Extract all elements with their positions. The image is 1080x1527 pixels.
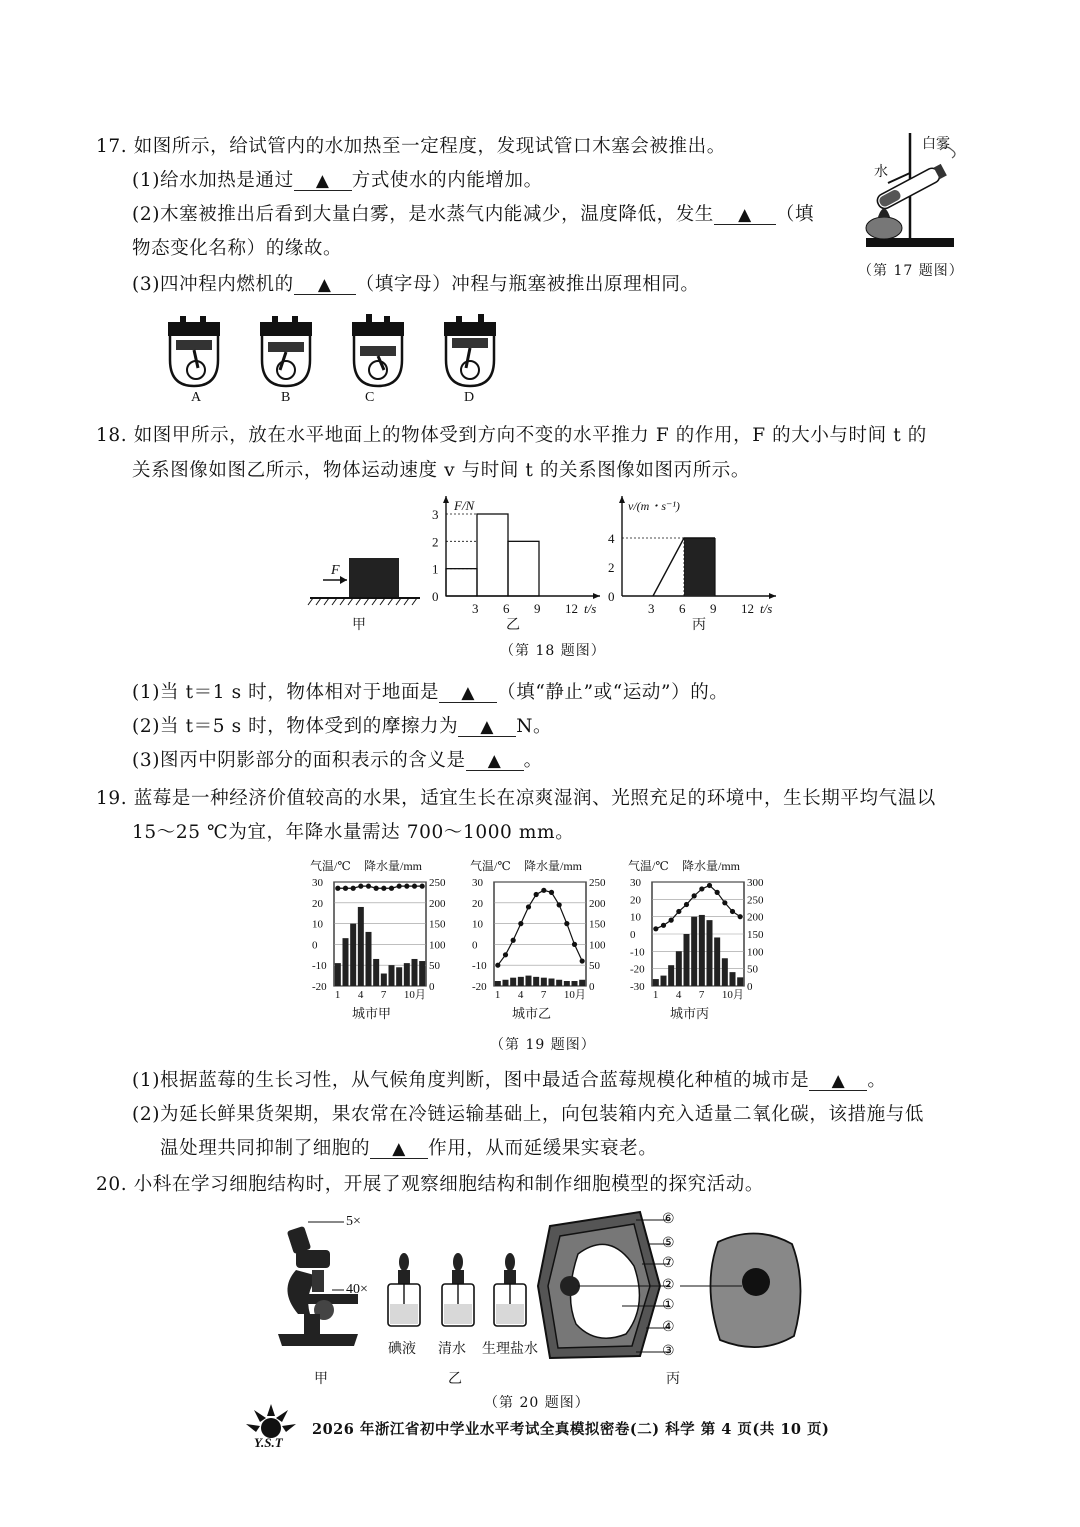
right-tick-label: 300	[747, 877, 764, 889]
month-tick-label: 4	[357, 989, 364, 1001]
temperature-point	[351, 886, 356, 891]
q19-p1-text-b: 。	[867, 1070, 887, 1091]
engine-label-D: D	[464, 390, 475, 405]
force-arrow-icon	[340, 576, 347, 584]
answer-blank[interactable]: ▲	[466, 752, 524, 771]
right-tick-label: 50	[589, 960, 600, 973]
q19-caption: （第 19 题图）	[490, 1037, 596, 1053]
cell-label-6: ⑥	[662, 1212, 675, 1227]
publisher-logo-icon	[240, 1400, 302, 1450]
temperature-point	[412, 884, 417, 889]
engine-label-A: A	[191, 390, 202, 405]
q18-part2	[132, 712, 552, 738]
right-tick-label: 200	[589, 897, 606, 910]
q17-p1-text-b: 方式使水的内能增加。	[351, 170, 543, 191]
test-tube-apparatus-figure	[848, 128, 960, 258]
right-tick-label: 200	[747, 911, 764, 924]
y-axis-arrow-icon	[619, 496, 625, 503]
q17-p2-text-a: (2)木塞被推出后看到大量白雾，是水蒸气内能减少，温度降低，发生	[132, 204, 714, 225]
left-tick-label: -20	[312, 981, 327, 993]
q18-p3-text-b: 。	[523, 750, 543, 771]
precipitation-bar	[661, 976, 667, 986]
force-time-chart	[418, 488, 618, 618]
city-name: 城市丙	[670, 1006, 710, 1021]
reagent-iodine: 碘液	[388, 1342, 416, 1357]
right-tick-label: 250	[747, 894, 764, 907]
left-tick-label: 20	[630, 894, 641, 907]
q17-part2	[132, 200, 814, 226]
fig20-bing-label: 丙	[666, 1372, 680, 1387]
temperature-point	[389, 886, 394, 891]
temperature-point	[374, 886, 379, 891]
q19-p2-text-c: 作用，从而延缓果实衰老。	[428, 1138, 658, 1159]
cell-label-1: ①	[662, 1298, 675, 1313]
precipitation-bar	[389, 965, 395, 986]
right-tick-label: 100	[429, 939, 446, 952]
month-tick-label: 1	[334, 989, 341, 1001]
month-tick-label: 4	[517, 989, 524, 1001]
animal-nucleus	[742, 1268, 770, 1296]
left-tick-label: 10	[630, 911, 641, 924]
answer-blank[interactable]: ▲	[294, 276, 356, 295]
answer-blank[interactable]: ▲	[439, 684, 497, 703]
precipitation-bar	[404, 963, 410, 986]
q19-part1	[132, 1066, 887, 1092]
fig-bing-label: 丙	[692, 618, 706, 633]
y-tick-label: 0	[608, 589, 615, 604]
y-tick-label: 0	[432, 589, 439, 604]
month-tick-label: 1	[652, 989, 659, 1001]
right-tick-label: 50	[429, 960, 440, 973]
reagent-water: 清水	[438, 1342, 466, 1357]
velocity-time-chart	[600, 488, 800, 618]
q19-part2-continuation	[160, 1134, 657, 1160]
month-tick-label: 7	[380, 989, 387, 1001]
q19-p1-text-a: (1)根据蓝莓的生长习性，从气候角度判断，图中最适合蓝莓规模化种植的城市是	[132, 1070, 810, 1091]
precipitation-bar	[419, 961, 425, 986]
left-tick-label: 0	[472, 939, 478, 952]
precipitation-bar	[526, 976, 532, 986]
temperature-point	[511, 938, 516, 943]
month-tick-label: 7	[540, 989, 547, 1001]
temperature-point	[722, 900, 727, 905]
q18-p2-text-a: (2)当 t＝5 s 时，物体受到的摩擦力为	[132, 716, 459, 737]
temperature-point	[381, 886, 386, 891]
precipitation-bar	[381, 974, 387, 986]
left-tick-label: 20	[312, 897, 323, 910]
right-axis-title: 降水量/mm	[524, 859, 583, 873]
month-tick-label: 10月	[563, 989, 586, 1001]
temperature-point	[358, 884, 363, 889]
temperature-point	[738, 914, 743, 919]
temperature-line	[498, 890, 582, 965]
left-axis-title: 气温/℃	[310, 859, 351, 873]
month-tick-label: 7	[698, 989, 705, 1001]
x-axis-label: t/s	[584, 601, 597, 616]
q18-caption: （第 18 题图）	[500, 643, 606, 659]
q17-part1	[132, 166, 543, 192]
eyepiece-label: 5×	[346, 1214, 361, 1229]
temperature-line	[338, 886, 422, 888]
y-axis-arrow-icon	[443, 496, 449, 503]
q17-p2-text-b: （填	[775, 204, 815, 225]
x-axis-label: t/s	[760, 601, 773, 616]
precipitation-bar	[714, 937, 720, 986]
y-tick-label: 4	[608, 531, 615, 546]
precipitation-bar	[691, 917, 697, 986]
precipitation-bar	[668, 965, 674, 986]
force-segment-bar	[446, 569, 477, 596]
left-tick-label: 30	[472, 877, 483, 889]
right-axis-title: 降水量/mm	[364, 859, 423, 873]
left-tick-label: -20	[472, 981, 487, 993]
fig-label-water: 水	[874, 165, 888, 180]
left-axis-title: 气温/℃	[470, 859, 511, 873]
precipitation-bar	[699, 915, 705, 986]
fig-yi-label: 乙	[506, 618, 520, 633]
month-tick-label: 10月	[403, 989, 426, 1001]
cell-label-2: ②	[662, 1278, 675, 1293]
right-tick-label: 50	[747, 963, 758, 976]
right-tick-label: 250	[429, 877, 446, 889]
q19-part2: (2)为延长鲜果货架期，果农常在冷链运输基础上，向包装箱内充入适量二氧化碳，该措施与低	[132, 1104, 925, 1125]
q18-p1-text-a: (1)当 t＝1 s 时，物体相对于地面是	[132, 682, 440, 703]
x-tick-label: 9	[710, 601, 717, 616]
precipitation-bar	[676, 951, 682, 986]
objective-label: 40×	[346, 1282, 368, 1297]
temperature-point	[572, 942, 577, 947]
engine-strokes-figure	[158, 312, 508, 404]
fig-label-fog: 白雾	[922, 137, 950, 152]
left-tick-label: 30	[312, 877, 323, 889]
temperature-point	[503, 952, 508, 957]
right-tick-label: 250	[589, 877, 606, 889]
temperature-point	[661, 923, 666, 928]
precipitation-bar	[373, 959, 379, 986]
engine-C-icon	[352, 314, 404, 386]
q17-p1-text-a: (1)给水加热是通过	[132, 170, 294, 191]
precipitation-bar	[350, 924, 356, 986]
x-tick-label: 6	[503, 601, 510, 616]
temperature-point	[404, 884, 409, 889]
answer-blank[interactable]: ▲	[370, 1140, 428, 1159]
precipitation-bar	[533, 977, 539, 986]
logo-text: Y.S.T	[254, 1435, 283, 1450]
temperature-point	[684, 902, 689, 907]
y-axis-label: v/(m・s⁻¹)	[628, 499, 680, 513]
precipitation-bar	[564, 981, 570, 986]
temperature-point	[541, 888, 546, 893]
x-tick-label: 12	[565, 601, 578, 616]
precipitation-bar	[737, 977, 743, 986]
fig20-jia-label: 甲	[314, 1372, 328, 1387]
right-axis-title: 降水量/mm	[682, 859, 741, 873]
left-axis-title: 气温/℃	[628, 859, 669, 873]
cell-label-5: ⑤	[662, 1236, 675, 1251]
precipitation-bar	[707, 920, 713, 986]
temperature-point	[534, 892, 539, 897]
temperature-point	[699, 886, 704, 891]
temperature-point	[366, 884, 371, 889]
left-tick-label: 20	[472, 897, 483, 910]
left-tick-label: 0	[312, 939, 318, 952]
left-tick-label: 30	[630, 877, 641, 889]
month-tick-label: 4	[675, 989, 682, 1001]
temperature-point	[564, 921, 569, 926]
climate-charts-figure	[300, 852, 790, 1024]
y-tick-label: 1	[432, 561, 439, 577]
cell-label-7: ⑦	[662, 1256, 675, 1271]
month-tick-label: 1	[494, 989, 501, 1001]
right-tick-label: 100	[589, 939, 606, 952]
q18-stem-line1: 18. 如图甲所示，放在水平地面上的物体受到方向不变的水平推力 F 的作用，F 的大小与时间 t 的	[96, 425, 927, 446]
temperature-point	[730, 909, 735, 914]
temperature-point	[397, 884, 402, 889]
q17-p3-text-a: (3)四冲程内燃机的	[132, 274, 294, 295]
q19-stem-line1: 19. 蓝莓是一种经济价值较高的水果，适宜生长在凉爽湿润、光照充足的环境中，生长期平均气温以	[96, 788, 936, 809]
x-tick-label: 3	[648, 601, 655, 616]
precipitation-bar	[358, 907, 364, 986]
city-name: 城市甲	[352, 1006, 392, 1021]
q17-p2-continuation: 物态变化名称）的缘故。	[132, 238, 343, 259]
force-segment-bar	[508, 541, 539, 596]
temperature-point	[653, 926, 658, 931]
force-label: F	[331, 563, 340, 578]
dropper-bottles-figure	[380, 1252, 540, 1334]
precipitation-bar	[572, 981, 578, 986]
x-tick-label: 9	[534, 601, 541, 616]
answer-blank[interactable]: ▲	[294, 172, 352, 191]
engine-A-icon	[168, 316, 220, 386]
right-tick-label: 100	[747, 946, 764, 959]
temperature-point	[549, 890, 554, 895]
fig-jia-label: 甲	[352, 618, 366, 633]
precipitation-bar	[366, 932, 372, 986]
dropper-bottle-icon	[442, 1253, 474, 1326]
dropper-bottle-icon	[494, 1253, 526, 1326]
left-tick-label: 10	[472, 918, 483, 931]
temperature-point	[692, 893, 697, 898]
precipitation-bar	[518, 977, 524, 986]
q17-caption: （第 17 题图）	[858, 263, 964, 279]
left-tick-label: -10	[312, 960, 327, 973]
q20-caption: （第 20 题图）	[484, 1395, 590, 1411]
right-tick-label: 200	[429, 897, 446, 910]
precipitation-bar	[556, 980, 562, 986]
precipitation-bar	[510, 978, 516, 986]
answer-blank[interactable]: ▲	[809, 1072, 867, 1091]
precipitation-bar	[335, 963, 341, 986]
temperature-point	[707, 883, 712, 888]
force-segment-bar	[477, 514, 508, 596]
engine-B-icon	[260, 316, 312, 386]
precipitation-bar	[396, 967, 402, 986]
right-tick-label: 150	[589, 918, 606, 931]
temperature-line	[656, 885, 740, 928]
temperature-point	[343, 886, 348, 891]
cell-label-3: ③	[662, 1344, 675, 1359]
x-axis-arrow-icon	[593, 593, 600, 599]
temperature-point	[676, 909, 681, 914]
y-tick-label: 3	[432, 507, 439, 522]
reagent-saline: 生理盐水	[482, 1342, 538, 1357]
temperature-point	[669, 918, 674, 923]
left-tick-label: -30	[630, 981, 645, 993]
temperature-point	[557, 902, 562, 907]
plot-frame	[494, 882, 586, 986]
q18-part3	[132, 746, 543, 772]
temperature-point	[526, 904, 531, 909]
precipitation-bar	[579, 980, 585, 986]
temperature-point	[335, 886, 340, 891]
left-tick-label: 0	[630, 929, 636, 941]
plant-nucleus	[560, 1276, 580, 1296]
temperature-point	[495, 963, 500, 968]
precipitation-bar	[541, 978, 547, 986]
x-axis-arrow-icon	[769, 593, 776, 599]
y-axis-label: F/N	[454, 498, 475, 513]
cell-label-4: ④	[662, 1320, 675, 1335]
block-on-ground-figure	[305, 550, 425, 610]
answer-blank[interactable]: ▲	[458, 718, 516, 737]
precipitation-bar	[495, 981, 501, 986]
q18-p1-text-b: （填“静止”或“运动”）的。	[497, 682, 729, 703]
precipitation-bar	[722, 958, 728, 986]
right-tick-label: 0	[747, 981, 753, 993]
y-tick-label: 2	[608, 560, 615, 575]
x-tick-label: 3	[472, 601, 479, 616]
q17-stem: 17. 如图所示，给试管内的水加热至一定程度，发现试管口木塞会被推出。	[96, 136, 726, 157]
temperature-point	[420, 884, 425, 889]
temperature-point	[518, 921, 523, 926]
fig20-yi-label: 乙	[448, 1372, 462, 1387]
vacuole	[570, 1244, 639, 1338]
precipitation-bar	[653, 979, 659, 986]
precipitation-bar	[343, 938, 349, 986]
page-footer: 2026 年浙江省初中学业水平考试全真模拟密卷(二) 科学 第 4 页(共 10 页)	[312, 1421, 830, 1438]
q20-stem: 20. 小科在学习细胞结构时，开展了观察细胞结构和制作细胞模型的探究活动。	[96, 1174, 765, 1195]
city-name: 城市乙	[512, 1006, 552, 1021]
month-tick-label: 10月	[721, 989, 744, 1001]
engine-label-B: B	[281, 390, 291, 405]
left-tick-label: 10	[312, 918, 323, 931]
q19-p2-text-b: 温处理共同抑制了细胞的	[160, 1138, 371, 1159]
right-tick-label: 0	[589, 981, 595, 993]
q17-part3	[132, 270, 700, 296]
x-tick-label: 12	[741, 601, 754, 616]
precipitation-bar	[684, 934, 690, 986]
dropper-bottle-icon	[388, 1253, 420, 1326]
right-tick-label: 150	[747, 929, 764, 941]
q17-p3-text-b: （填字母）冲程与瓶塞被推出原理相同。	[355, 274, 700, 295]
precipitation-bar	[730, 972, 736, 986]
engine-D-icon	[444, 314, 496, 386]
precipitation-bar	[503, 980, 509, 986]
left-tick-label: -10	[472, 960, 487, 973]
y-tick-label: 2	[432, 534, 439, 550]
left-tick-label: -10	[630, 946, 645, 959]
right-tick-label: 150	[429, 918, 446, 931]
engine-label-C: C	[365, 390, 375, 405]
q18-p3-text-a: (3)图丙中阴影部分的面积表示的含义是	[132, 750, 466, 771]
microscope-icon	[268, 1210, 388, 1350]
precipitation-bar	[412, 959, 418, 986]
left-tick-label: -20	[630, 963, 645, 976]
q18-stem-line2: 关系图像如图乙所示，物体运动速度 v 与时间 t 的关系图像如图丙所示。	[132, 460, 751, 481]
right-tick-label: 0	[429, 981, 435, 993]
x-tick-label: 6	[679, 601, 686, 616]
q18-part1	[132, 678, 728, 704]
temperature-point	[715, 890, 720, 895]
q18-p2-text-b: N。	[516, 716, 553, 737]
shaded-area	[684, 538, 715, 596]
q19-stem-line2: 15～25 ℃为宜，年降水量需达 700～1000 mm。	[132, 822, 575, 843]
precipitation-bar	[549, 979, 555, 986]
answer-blank[interactable]: ▲	[714, 206, 776, 225]
temperature-point	[580, 958, 585, 963]
